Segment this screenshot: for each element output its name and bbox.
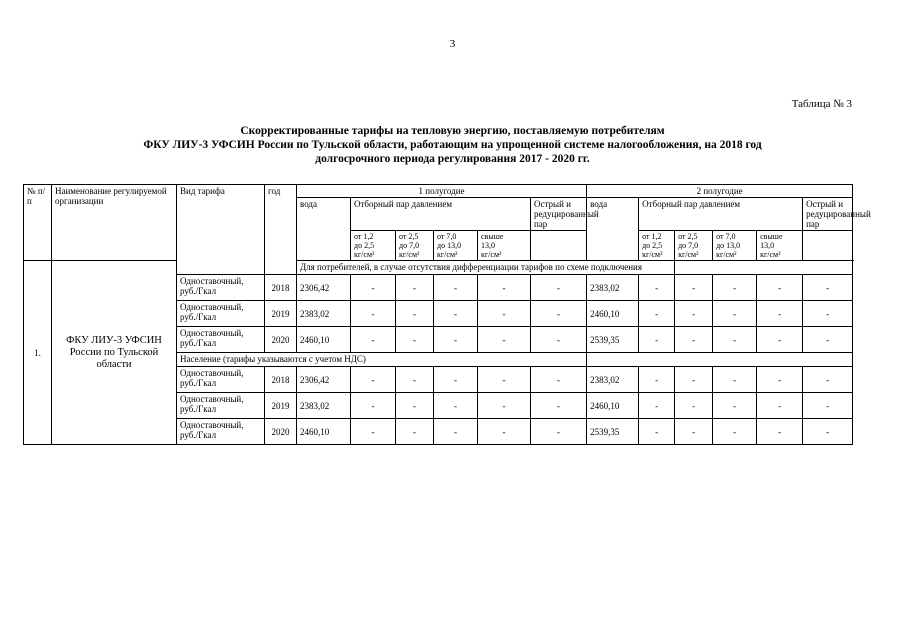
water-half2-cell: 2539,35 [587,419,639,445]
org-number: 1. [24,261,52,445]
year-cell: 2018 [265,367,297,393]
section-row [24,261,853,275]
value-cell: - [478,301,531,327]
value-cell: - [478,419,531,445]
water-half1-cell: 2306,42 [297,275,351,301]
value-cell: - [396,393,434,419]
section-blank [587,353,853,367]
pressure-2-blank [803,231,853,261]
value-cell: - [396,275,434,301]
water-half1-cell: 2460,10 [297,419,351,445]
section-title: Население (тарифы указываются с учетом НДС) [177,353,587,367]
section-blank [675,261,853,275]
value-cell: - [639,327,675,353]
value-cell: - [531,367,587,393]
value-cell: - [675,367,713,393]
header-steam-1: Отборный пар давлением [351,198,531,231]
tariff-type-cell: Одноставочный, руб./Гкал [177,327,265,353]
value-cell: - [803,327,853,353]
value-cell: - [757,301,803,327]
value-cell: - [757,275,803,301]
value-cell: - [434,327,478,353]
value-cell: - [675,393,713,419]
tariff-table [23,184,871,445]
water-half1-cell: 2383,02 [297,301,351,327]
value-cell: - [434,419,478,445]
value-cell: - [675,301,713,327]
header-water-2: вода [587,198,639,261]
value-cell: - [757,393,803,419]
value-cell: - [396,327,434,353]
header-row-1 [24,185,853,198]
org-name: ФКУ ЛИУ-3 УФСИН России по Тульской области [52,261,177,445]
year-cell: 2019 [265,393,297,419]
section-title: Для потребителей, в случае отсутствия дифференциации тарифов по схеме подключения [297,261,675,275]
value-cell: - [713,327,757,353]
pressure-2-4: свыше 13,0 кг/см² [757,231,803,261]
header-half-1: 1 полугодие [297,185,587,198]
pressure-1-blank [531,231,587,261]
tariff-type-cell: Одноставочный, руб./Гкал [177,301,265,327]
header-sharp-1: Острый и редуцированный пар [531,198,587,231]
title-line-1: Скорректированные тарифы на тепловую энергию, поставляемую потребителям [240,125,665,137]
table-label: Таблица № 3 [791,98,852,110]
value-cell: - [675,419,713,445]
value-cell: - [531,301,587,327]
value-cell: - [757,367,803,393]
pressure-2-2: от 2,5 до 7,0 кг/см² [675,231,713,261]
value-cell: - [396,419,434,445]
value-cell: - [675,327,713,353]
value-cell: - [531,419,587,445]
value-cell: - [639,275,675,301]
value-cell: - [639,301,675,327]
value-cell: - [713,419,757,445]
value-cell: - [434,275,478,301]
value-cell: - [396,301,434,327]
header-sharp-2: Острый и редуцированный пар [803,198,853,231]
document-title [0,124,905,166]
header-num: № п/п [24,185,52,261]
title-line-2: ФКУ ЛИУ-3 УФСИН России по Тульской области, работающим на упрощенной системе налогообложения, на 2018 год [143,139,762,151]
tariff-type-cell: Одноставочный, руб./Гкал [177,367,265,393]
value-cell: - [351,301,396,327]
value-cell: - [531,393,587,419]
water-half2-cell: 2383,02 [587,367,639,393]
year-cell: 2020 [265,419,297,445]
value-cell: - [639,419,675,445]
value-cell: - [478,393,531,419]
value-cell: - [531,275,587,301]
header-tariff-type: Вид тарифа [177,185,265,275]
pressure-1-3: от 7,0 до 13,0 кг/см² [434,231,478,261]
value-cell: - [351,275,396,301]
water-half2-cell: 2460,10 [587,393,639,419]
header-water-1: вода [297,198,351,261]
pressure-2-1: от 1,2 до 2,5 кг/см² [639,231,675,261]
pressure-1-4: свыше 13,0 кг/см² [478,231,531,261]
water-half2-cell: 2539,35 [587,327,639,353]
value-cell: - [803,301,853,327]
value-cell: - [803,393,853,419]
tariff-type-cell: Одноставочный, руб./Гкал [177,275,265,301]
header-half-2: 2 полугодие [587,185,853,198]
value-cell: - [531,327,587,353]
header-year: год [265,185,297,275]
value-cell: - [639,393,675,419]
value-cell: - [351,393,396,419]
value-cell: - [478,367,531,393]
value-cell: - [757,419,803,445]
value-cell: - [351,367,396,393]
header-steam-2: Отборный пар давлением [639,198,803,231]
value-cell: - [478,275,531,301]
year-cell: 2020 [265,327,297,353]
value-cell: - [757,327,803,353]
value-cell: - [351,327,396,353]
value-cell: - [675,275,713,301]
pressure-2-3: от 7,0 до 13,0 кг/см² [713,231,757,261]
value-cell: - [713,367,757,393]
title-line-3: долгосрочного периода регулирования 2017 - 2020 гг. [315,153,590,165]
value-cell: - [803,275,853,301]
header-org: Наименование регулируемой организации [52,185,177,261]
value-cell: - [803,367,853,393]
value-cell: - [434,367,478,393]
value-cell: - [351,419,396,445]
value-cell: - [434,301,478,327]
water-half1-cell: 2306,42 [297,367,351,393]
value-cell: - [713,393,757,419]
value-cell: - [434,393,478,419]
water-half2-cell: 2460,10 [587,301,639,327]
year-cell: 2019 [265,301,297,327]
value-cell: - [639,367,675,393]
page-number: 3 [449,38,456,50]
tariff-type-cell: Одноставочный, руб./Гкал [177,419,265,445]
water-half1-cell: 2460,10 [297,327,351,353]
value-cell: - [713,301,757,327]
value-cell: - [803,419,853,445]
tariff-type-cell: Одноставочный, руб./Гкал [177,393,265,419]
water-half1-cell: 2383,02 [297,393,351,419]
value-cell: - [478,327,531,353]
water-half2-cell: 2383,02 [587,275,639,301]
pressure-1-2: от 2,5 до 7,0 кг/см² [396,231,434,261]
pressure-1-1: от 1,2 до 2,5 кг/см² [351,231,396,261]
value-cell: - [396,367,434,393]
value-cell: - [713,275,757,301]
year-cell: 2018 [265,275,297,301]
